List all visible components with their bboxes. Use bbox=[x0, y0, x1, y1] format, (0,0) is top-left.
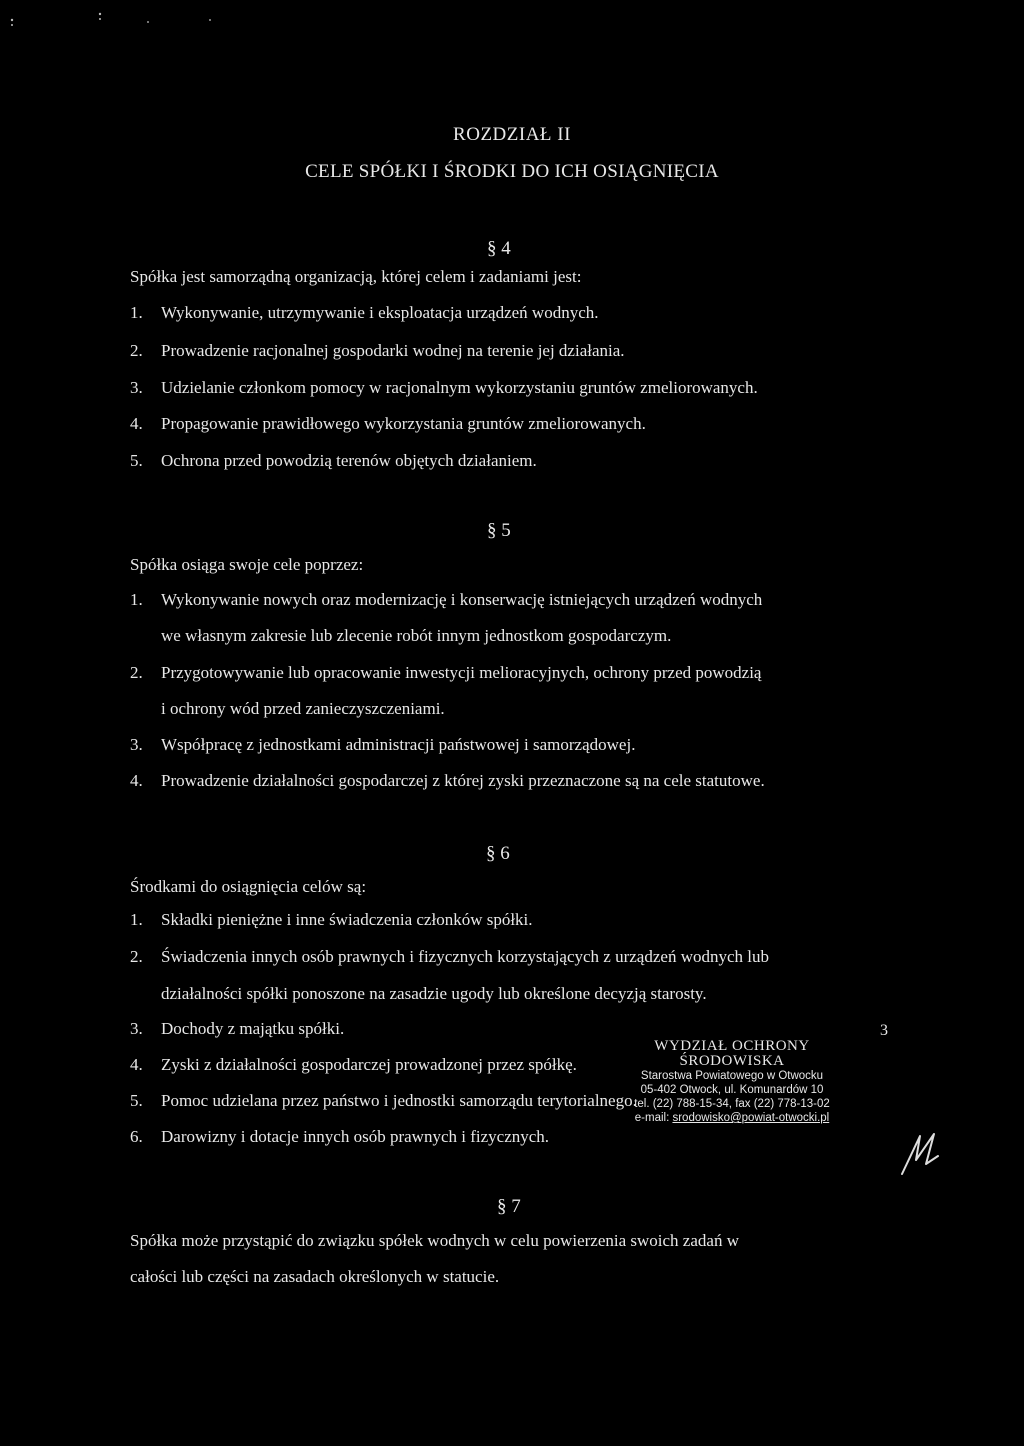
item-number: 5. bbox=[130, 451, 143, 470]
chapter-title: ROZDZIAŁ II bbox=[453, 124, 571, 145]
item-text: Ochrona przed powodzią terenów objętych działaniem. bbox=[161, 451, 537, 470]
item-text-continued: działalności spółki ponoszone na zasadzie ugody lub określone decyzją starosty. bbox=[161, 984, 707, 1003]
item-number: 3. bbox=[130, 735, 143, 754]
handwritten-signature bbox=[890, 1130, 950, 1180]
item-text: Pomoc udzielana przez państwo i jednostki samorządu terytorialnego. bbox=[161, 1091, 637, 1110]
item-text: Składki pieniężne i inne świadczenia członków spółki. bbox=[161, 910, 533, 929]
item-number: 3. bbox=[130, 378, 143, 397]
item-number: 4. bbox=[130, 414, 143, 433]
item-text-continued: i ochrony wód przed zanieczyszczeniami. bbox=[161, 699, 445, 718]
item-text: Udzielanie członkom pomocy w racjonalnym wykorzystaniu gruntów zmeliorowanych. bbox=[161, 378, 758, 397]
scan-specks bbox=[0, 0, 220, 30]
item-number: 1. bbox=[130, 590, 143, 609]
stamp-email-label: e-mail: bbox=[634, 1112, 673, 1124]
item-number: 2. bbox=[130, 947, 143, 966]
section-7-text-line-1: Spółka może przystąpić do związku spółek wodnych w celu powierzenia swoich zadań w bbox=[130, 1231, 739, 1250]
stamp-email: srodowisko@powiat-otwocki.pl bbox=[672, 1112, 830, 1124]
section-6-mark: § 6 bbox=[486, 843, 510, 864]
item-text: Przygotowywanie lub opracowanie inwestycji melioracyjnych, ochrony przed powodzią bbox=[161, 663, 762, 682]
item-text: Świadczenia innych osób prawnych i fizycznych korzystających z urządzeń wodnych lub bbox=[161, 947, 769, 966]
page-number: 3 bbox=[880, 1022, 888, 1039]
stamp-line-6 bbox=[612, 1111, 852, 1125]
item-text: Dochody z majątku spółki. bbox=[161, 1019, 345, 1038]
item-number: 2. bbox=[130, 663, 143, 682]
item-text: Darowizny i dotacje innych osób prawnych i fizycznych. bbox=[161, 1127, 550, 1146]
stamp-line-1: WYDZIAŁ OCHRONY bbox=[654, 1038, 810, 1054]
item-number: 5. bbox=[130, 1091, 143, 1110]
item-text: Wykonywanie, utrzymywanie i eksploatacja urządzeń wodnych. bbox=[161, 303, 599, 322]
item-number: 2. bbox=[130, 341, 143, 360]
item-text: Prowadzenie działalności gospodarczej z której zyski przeznaczone są na cele statutowe. bbox=[161, 771, 765, 790]
section-4-intro: Spółka jest samorządną organizacją, której celem i zadaniami jest: bbox=[130, 267, 582, 286]
chapter-subtitle: CELE SPÓŁKI I ŚRODKI DO ICH OSIĄGNIĘCIA bbox=[305, 161, 719, 182]
section-5-mark: § 5 bbox=[487, 520, 511, 541]
stamp-line-4: 05-402 Otwock, ul. Komunardów 10 bbox=[640, 1084, 824, 1096]
item-text: Współpracę z jednostkami administracji państwowej i samorządowej. bbox=[161, 735, 636, 754]
item-text: Propagowanie prawidłowego wykorzystania gruntów zmeliorowanych. bbox=[161, 414, 646, 433]
stamp-line-3: Starostwa Powiatowego w Otwocku bbox=[640, 1070, 824, 1082]
item-text: Prowadzenie racjonalnej gospodarki wodnej na terenie jej działania. bbox=[161, 341, 625, 360]
section-7-text-line-2: całości lub części na zasadach określonych w statucie. bbox=[130, 1267, 500, 1286]
item-text: Zyski z działalności gospodarczej prowadzonej przez spółkę. bbox=[161, 1055, 577, 1074]
section-4-mark: § 4 bbox=[487, 238, 511, 259]
item-number: 1. bbox=[130, 910, 143, 929]
item-text: Wykonywanie nowych oraz modernizację i konserwację istniejących urządzeń wodnych bbox=[161, 590, 763, 609]
item-number: 4. bbox=[130, 771, 143, 790]
item-number: 4. bbox=[130, 1055, 143, 1074]
item-number: 6. bbox=[130, 1127, 143, 1146]
section-6-intro: Środkami do osiągnięcia celów są: bbox=[130, 877, 367, 896]
item-number: 3. bbox=[130, 1019, 143, 1038]
item-text-continued: we własnym zakresie lub zlecenie robót innym jednostkom gospodarczym. bbox=[161, 626, 672, 645]
stamp-line-2: ŚRODOWISKA bbox=[679, 1053, 785, 1069]
stamp-line-5: tel. (22) 788-15-34, fax (22) 778-13-02 bbox=[634, 1098, 830, 1110]
section-7-mark: § 7 bbox=[497, 1196, 521, 1217]
item-number: 1. bbox=[130, 303, 143, 322]
section-5-intro: Spółka osiąga swoje cele poprzez: bbox=[130, 555, 364, 574]
office-stamp bbox=[612, 1039, 852, 1125]
